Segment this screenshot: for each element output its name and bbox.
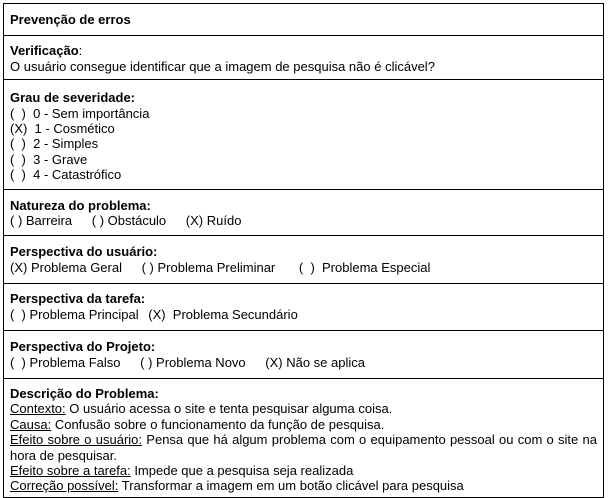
descricao-causa-value: Confusão sobre o funcionamento da função de pesquisa. [54, 416, 385, 432]
verificacao-section [4, 36, 603, 80]
severidade-section [4, 80, 603, 189]
perspectiva-projeto-options [10, 355, 597, 370]
perspectiva-projeto-label: Perspectiva do Projeto: [10, 339, 156, 355]
descricao-contexto [10, 401, 597, 416]
perspectiva-tarefa-option-secundario: (X) Problema Secundário [148, 306, 298, 322]
perspectiva-projeto-option-novo: ( ) Problema Novo [140, 354, 246, 370]
page-title: Prevenção de erros [10, 12, 131, 27]
perspectiva-usuario-option-especial: ( ) Problema Especial [298, 259, 431, 275]
perspectiva-projeto-option-nao-se-aplica: (X) Não se aplica [265, 354, 365, 370]
descricao-correcao [10, 478, 597, 493]
verificacao-text: O usuário consegue identificar que a imagem de pesquisa não é clicável? [10, 58, 435, 74]
descricao-correcao-key: Correção possível: [10, 478, 119, 494]
perspectiva-usuario-label: Perspectiva do usuário: [10, 244, 158, 260]
severidade-option-2: ( ) 2 - Simples [10, 136, 99, 152]
natureza-option-barreira: ( ) Barreira [10, 213, 73, 229]
natureza-option-obstaculo: ( ) Obstáculo [91, 213, 167, 229]
perspectiva-tarefa-options [10, 307, 597, 322]
descricao-efeito-usuario-key: Efeito sobre o usuário: [10, 432, 143, 448]
descricao-section [4, 379, 603, 497]
verificacao-label: Verificação [10, 43, 79, 59]
descricao-causa [10, 417, 597, 432]
natureza-label: Natureza do problema: [10, 197, 151, 213]
heuristic-evaluation-table [3, 3, 604, 498]
severidade-label: Grau de severidade: [10, 90, 135, 106]
table-title-row [4, 4, 603, 36]
perspectiva-tarefa-section [4, 284, 603, 331]
severidade-option-1: (X) 1 - Cosmético [10, 121, 115, 137]
verificacao-colon: : [78, 43, 83, 59]
natureza-option-ruido: (X) Ruído [185, 213, 242, 229]
perspectiva-tarefa-label: Perspectiva da tarefa: [10, 291, 146, 307]
descricao-contexto-value: O usuário acessa o site e tenta pesquisar alguma coisa. [69, 401, 393, 417]
perspectiva-projeto-section [4, 331, 603, 379]
descricao-causa-key: Causa: [10, 416, 52, 432]
perspectiva-usuario-option-geral: (X) Problema Geral [10, 259, 122, 275]
descricao-contexto-key: Contexto: [10, 401, 66, 417]
severidade-option-4: ( ) 4 - Catastrófico [10, 167, 122, 183]
descricao-correcao-value: Transformar a imagem em um botão clicável para pesquisa [121, 478, 464, 494]
perspectiva-usuario-section [4, 236, 603, 284]
descricao-label: Descrição do Problema: [10, 385, 159, 401]
descricao-efeito-usuario-value: Pensa que há algum problema com o equipamento pessoal ou com o site na hora de pesquisar. [10, 432, 597, 463]
natureza-section [4, 190, 603, 237]
natureza-options [10, 213, 597, 228]
descricao-efeito-tarefa-key: Efeito sobre a tarefa: [10, 462, 131, 478]
perspectiva-usuario-options [10, 260, 597, 275]
perspectiva-usuario-option-preliminar: ( ) Problema Preliminar [141, 259, 276, 275]
severidade-option-3: ( ) 3 - Grave [10, 151, 88, 167]
perspectiva-tarefa-option-principal: ( ) Problema Principal [10, 306, 139, 322]
descricao-efeito-tarefa-value: Impede que a pesquisa seja realizada [134, 462, 354, 478]
severidade-option-0: ( ) 0 - Sem importância [10, 105, 150, 121]
descricao-efeito-tarefa [10, 463, 597, 478]
descricao-efeito-usuario [10, 432, 597, 463]
perspectiva-projeto-option-falso: ( ) Problema Falso [10, 354, 121, 370]
